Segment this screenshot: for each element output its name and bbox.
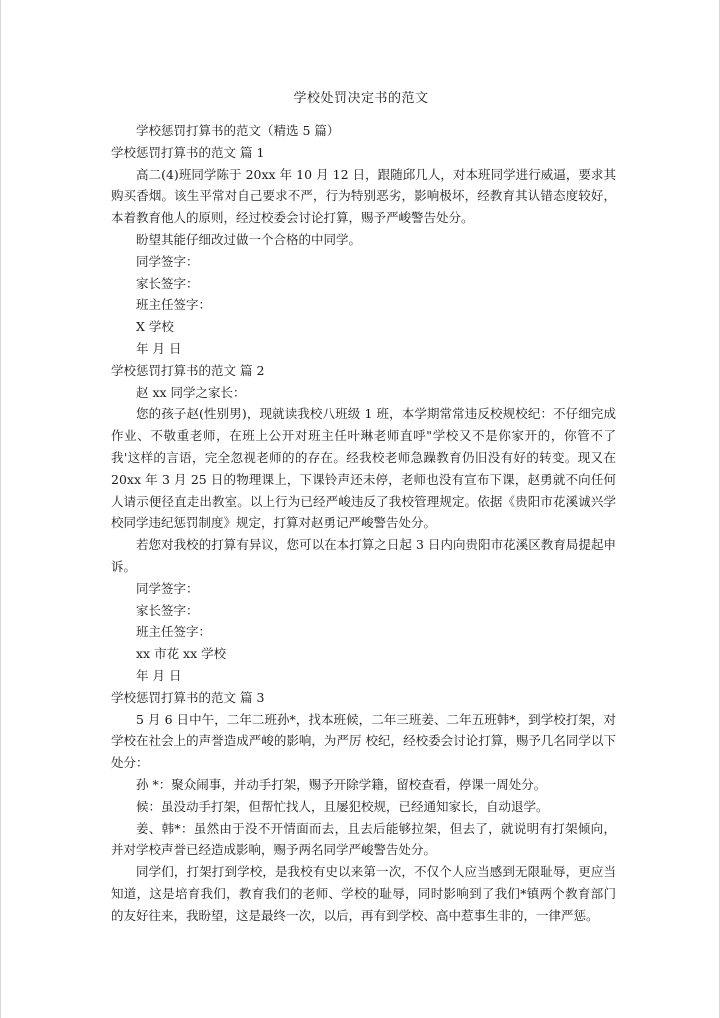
signature-line-student: 同学签字： bbox=[136, 253, 199, 269]
section-heading: 学校惩罚打算书的范文 篇 3 bbox=[111, 689, 265, 705]
paragraph: 5 月 6 日中午，二年二班孙*，找本班候，二年三班姜、二年五班韩*，到学校打架，对学校在社会上的声誉造成严峻的影响，为严厉 校纪，经校委会讨论打算，赐予几名同学以下处分： bbox=[111, 711, 616, 771]
date-line: 年 月 日 bbox=[136, 667, 182, 683]
paragraph: 候：虽没动手打架，但帮忙找人，且屡犯校规，已经通知家长，自动退学。 bbox=[136, 798, 549, 814]
school-name: xx 市花 xx 学校 bbox=[136, 646, 227, 662]
document-body bbox=[111, 120, 616, 926]
paragraph: 高二(4)班同学陈于 20xx 年 10 月 12 日，跟随邱几人，对本班同学进行威逼，要求其购买香烟。该生平常对自己要求不严，行为特别恶劣，影响极坏，经教育其认错态度较好，本着教育他人的原则，经过校委会讨论打算，赐予严峻警告处分。 bbox=[111, 166, 616, 226]
section-heading: 学校惩罚打算书的范文 篇 1 bbox=[111, 144, 265, 160]
signature-line-teacher: 班主任签字： bbox=[136, 297, 212, 313]
paragraph: 若您对我校的打算有异议，您可以在本打算之日起 3 日内向贵阳市花溪区教育局提起申诉。 bbox=[111, 537, 616, 574]
document-subtitle: 学校惩罚打算书的范文（精选 5 篇） bbox=[136, 123, 340, 138]
date-line: 年 月 日 bbox=[136, 340, 182, 356]
section-heading: 学校惩罚打算书的范文 篇 2 bbox=[111, 362, 265, 378]
signature-line-student: 同学签字： bbox=[136, 580, 199, 596]
paragraph: 盼望其能仔细改过做一个合格的中同学。 bbox=[136, 231, 362, 247]
paragraph: 孙 *：聚众闹事，并动手打架，赐予开除学籍，留校查看，停课一周处分。 bbox=[136, 776, 547, 792]
signature-line-parent: 家长签字： bbox=[136, 275, 199, 291]
paragraph: 同学们，打架打到学校，是我校有史以来第一次，不仅个人应当感到无限耻辱，更应当知道，这是培育我们，教育我们的老师、学校的耻辱，同时影响到了我们*镇两个教育部门的友好往来，我盼望，这是最终一次，以后，再有到学校、高中惹事生非的，一律严惩。 bbox=[111, 864, 616, 923]
school-name: X 学校 bbox=[136, 319, 174, 335]
document-title: 学校处罚决定书的范文 bbox=[293, 91, 429, 106]
paragraph: 您的孩子赵(性别男)，现就读我校八班级 1 班，本学期常常违反校规校纪：不仔细完成作业、不敬重老师，在班上公开对班主任叶琳老师直呼"学校又不是你家开的，你管不了我'这样的言语，完全忽视老师的的存在。经我校老师急躁教育仍旧没有好的转变。现又在 20xx 年 3 月 25 日的物理课上，下课铃声还未停，老师也没有宣布下课，赵勇就不向任何人请示便径直走出教室。以上行为已经严峻违反了我校管理规定。依据《贵阳市花溪诚兴学校同学违纪惩罚制度》规定，打算对赵勇记严峻警告处分。 bbox=[111, 406, 616, 531]
paragraph: 姜、韩*：虽然由于没不开情面而去，且去后能够拉架，但去了，就说明有打架倾向，并对学校声誉已经造成影响，赐予两名同学严峻警告处分。 bbox=[111, 820, 616, 858]
signature-line-parent: 家长签字： bbox=[136, 602, 199, 618]
salutation: 赵 xx 同学之家长： bbox=[136, 384, 246, 400]
signature-line-teacher: 班主任签字： bbox=[136, 624, 212, 640]
